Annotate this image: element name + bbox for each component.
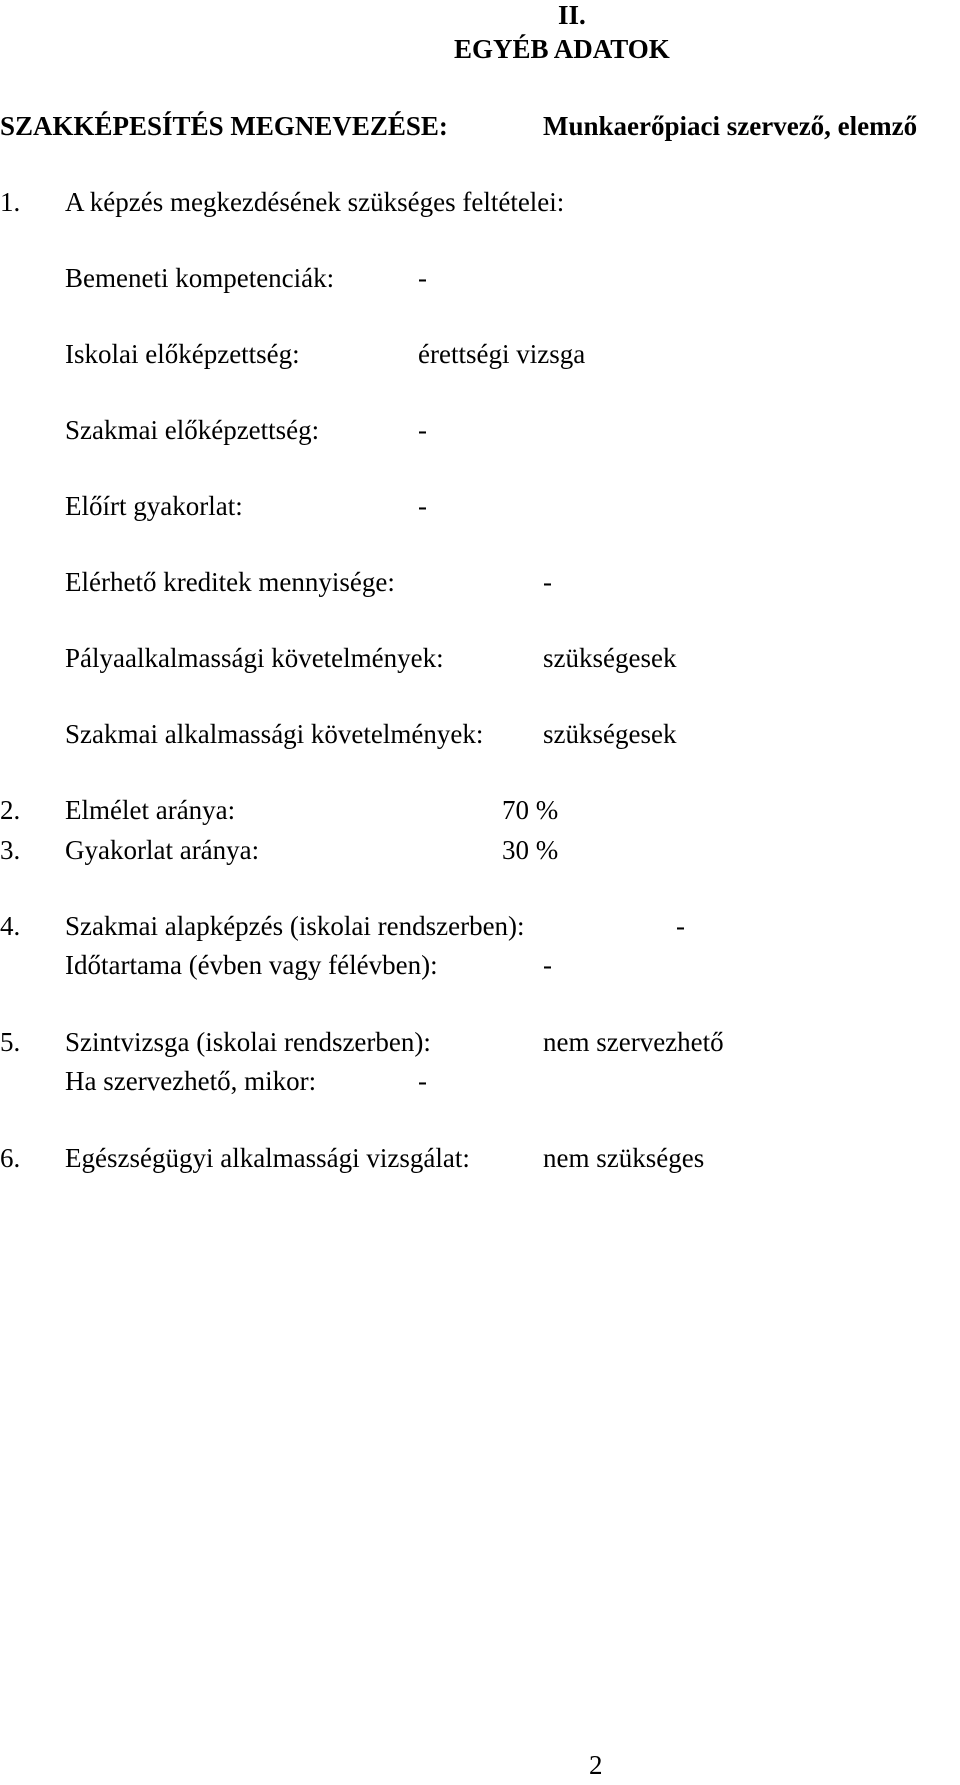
section5-label: Szintvizsga (iskolai rendszerben): — [65, 1027, 431, 1057]
roman-numeral: II. — [558, 0, 586, 30]
row-value-szakmai-elokepzettseg: - — [418, 415, 427, 445]
section4-number: 4. — [0, 911, 21, 941]
row-label-bemeneti: Bemeneti kompetenciák: — [65, 263, 335, 293]
section4-value: - — [676, 911, 685, 941]
section4-sub-value: - — [543, 950, 552, 980]
section4-sub-label: Időtartama (évben vagy félévben): — [65, 950, 438, 980]
section3-value: 30 % — [502, 835, 559, 865]
section2-label: Elmélet aránya: — [65, 795, 236, 825]
row-label-palyaalkalmassagi: Pályaalkalmassági követelmények: — [65, 643, 444, 673]
row-value-eloirt-gyakorlat: - — [418, 491, 427, 521]
page-number: 2 — [589, 1750, 603, 1780]
row-label-szakmai-elokepzettseg: Szakmai előképzettség: — [65, 415, 320, 445]
row-label-eloirt-gyakorlat: Előírt gyakorlat: — [65, 491, 243, 521]
row-value-kreditek: - — [543, 567, 552, 597]
row-value-iskolai: érettségi vizsga — [418, 339, 586, 369]
section5-number: 5. — [0, 1027, 21, 1057]
section5-sub-label: Ha szervezhető, mikor: — [65, 1066, 317, 1096]
section6-label: Egészségügyi alkalmassági vizsgálat: — [65, 1143, 470, 1173]
page-title: EGYÉB ADATOK — [454, 34, 670, 64]
section4-label: Szakmai alapképzés (iskolai rendszerben): — [65, 911, 525, 941]
section6-value: nem szükséges — [543, 1143, 705, 1173]
section3-label: Gyakorlat aránya: — [65, 835, 260, 865]
row-value-szakmai-alkalmassagi: szükségesek — [543, 719, 677, 749]
section2-value: 70 % — [502, 795, 559, 825]
section1-heading: A képzés megkezdésének szükséges feltételei: — [65, 187, 565, 217]
section1-number: 1. — [0, 187, 21, 217]
row-value-palyaalkalmassagi: szükségesek — [543, 643, 677, 673]
row-label-kreditek: Elérhető kreditek mennyisége: — [65, 567, 395, 597]
qualification-label: SZAKKÉPESÍTÉS MEGNEVEZÉSE: — [0, 111, 448, 141]
row-value-bemeneti: - — [418, 263, 427, 293]
section3-number: 3. — [0, 835, 21, 865]
row-label-iskolai: Iskolai előképzettség: — [65, 339, 300, 369]
section2-number: 2. — [0, 795, 21, 825]
section5-value: nem szervezhető — [543, 1027, 724, 1057]
qualification-value: Munkaerőpiaci szervező, elemző — [543, 111, 918, 141]
row-label-szakmai-alkalmassagi: Szakmai alkalmassági követelmények: — [65, 719, 484, 749]
section6-number: 6. — [0, 1143, 21, 1173]
section5-sub-value: - — [418, 1066, 427, 1096]
